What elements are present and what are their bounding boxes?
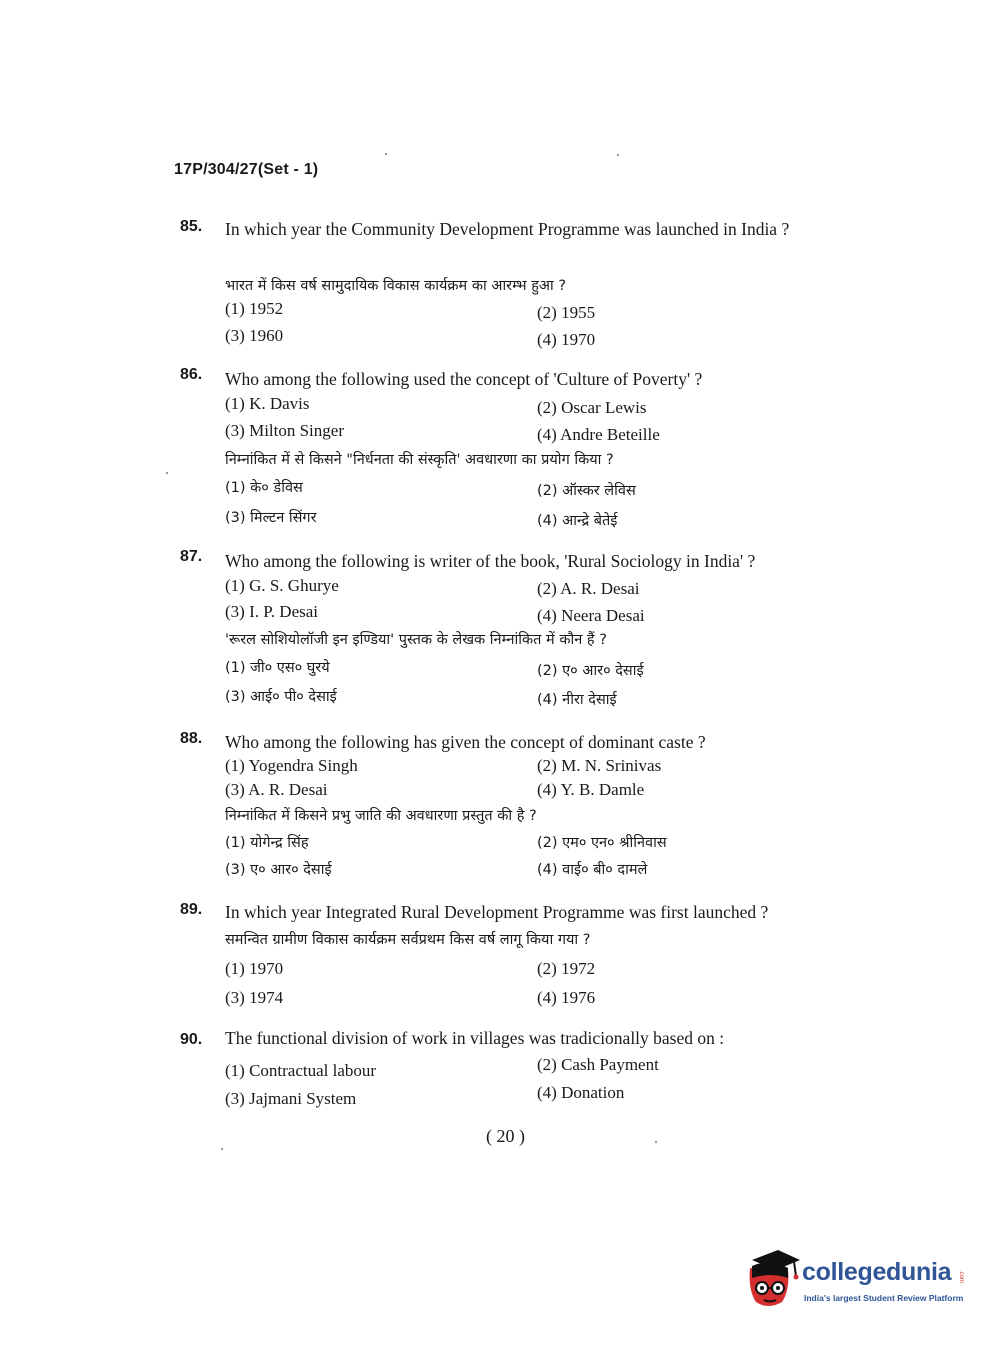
question-text-en: In which year Integrated Rural Development Programme was first launched ?	[225, 902, 769, 922]
scan-speck	[166, 472, 168, 474]
option-3: (3) Milton Singer	[225, 421, 344, 440]
option-1-hi: (1) के० डेविस	[225, 480, 303, 496]
option-4: (4) Neera Desai	[537, 606, 645, 625]
logo-suffix: .com	[958, 1270, 964, 1284]
option-2-hi: (2) ऑस्कर लेविस	[537, 483, 636, 499]
mascot-icon	[742, 1250, 800, 1312]
question-text-en: In which year the Community Development Programme was launched in India ?	[225, 219, 790, 239]
question-text-en: Who among the following has given the concept of dominant caste ?	[225, 732, 706, 752]
question-number: 85.	[180, 218, 203, 235]
option-4: (4) 1976	[537, 988, 596, 1007]
question-text-hi: निम्नांकित में से किसने "निर्धनता की संस्कृति' अवधारणा का प्रयोग किया ?	[225, 452, 614, 468]
option-2: (2) 1972	[537, 959, 596, 978]
logo-wordmark: collegedunia	[802, 1258, 952, 1286]
option-3-hi: (3) मिल्टन सिंगर	[225, 510, 317, 526]
option-4: (4) Andre Beteille	[537, 425, 660, 444]
option-2: (2) Cash Payment	[537, 1055, 659, 1074]
option-4-hi: (4) नीरा देसाई	[537, 692, 617, 708]
question-number: 88.	[180, 730, 203, 747]
question-text-hi: भारत में किस वर्ष सामुदायिक विकास कार्यक्रम का आरम्भ हुआ ?	[225, 278, 567, 294]
option-1: (1) G. S. Ghurye	[225, 576, 339, 595]
option-1: (1) Contractual labour	[225, 1061, 377, 1080]
question-text-hi: निम्नांकित में किसने प्रभु जाति की अवधारणा प्रस्तुत की है ?	[225, 808, 537, 824]
scan-speck	[655, 1141, 657, 1143]
option-3: (3) I. P. Desai	[225, 602, 319, 621]
option-3: (3) Jajmani System	[225, 1089, 357, 1108]
option-3-hi: (3) आई० पी० देसाई	[225, 689, 337, 705]
option-3: (3) 1960	[225, 326, 284, 345]
question-number: 90.	[180, 1031, 203, 1048]
question-text-en: The functional division of work in villages was tradicionally based on :	[225, 1028, 725, 1048]
scan-speck	[221, 1148, 223, 1150]
option-3: (3) 1974	[225, 988, 284, 1007]
option-4: (4) 1970	[537, 330, 596, 349]
scan-speck	[617, 154, 619, 156]
option-1: (1) 1952	[225, 299, 284, 318]
option-2-hi: (2) ए० आर० देसाई	[537, 663, 644, 679]
option-4-hi: (4) आन्द्रे बेतेई	[537, 513, 618, 529]
question-text-hi: समन्वित ग्रामीण विकास कार्यक्रम सर्वप्रथम किस वर्ष लागू किया गया ?	[225, 932, 591, 948]
option-1: (1) Yogendra Singh	[225, 756, 358, 775]
question-number: 89.	[180, 901, 203, 918]
option-3: (3) A. R. Desai	[225, 780, 328, 799]
collegedunia-logo	[742, 1250, 967, 1316]
paper-code: 17P/304/27(Set - 1)	[174, 161, 319, 178]
option-1: (1) K. Davis	[225, 394, 310, 413]
logo-tagline: India's largest Student Review Platform	[804, 1293, 964, 1303]
option-4: (4) Y. B. Damle	[537, 780, 645, 799]
question-text-en: Who among the following is writer of the book, 'Rural Sociology in India' ?	[225, 551, 756, 571]
question-number: 86.	[180, 366, 203, 383]
option-3-hi: (3) ए० आर० देसाई	[225, 862, 332, 878]
question-text-en: Who among the following used the concept of 'Culture of Poverty' ?	[225, 369, 703, 389]
option-2: (2) A. R. Desai	[537, 579, 640, 598]
option-1-hi: (1) जी० एस० घुरये	[225, 660, 330, 676]
option-2-hi: (2) एम० एन० श्रीनिवास	[537, 835, 667, 851]
scan-speck	[385, 153, 387, 155]
option-4-hi: (4) वाई० बी० दामले	[537, 862, 648, 878]
option-4: (4) Donation	[537, 1083, 625, 1102]
page-number: ( 20 )	[486, 1126, 525, 1146]
option-1-hi: (1) योगेन्द्र सिंह	[225, 835, 309, 851]
option-2: (2) Oscar Lewis	[537, 398, 647, 417]
option-2: (2) 1955	[537, 303, 596, 322]
option-2: (2) M. N. Srinivas	[537, 756, 662, 775]
option-1: (1) 1970	[225, 959, 284, 978]
question-number: 87.	[180, 548, 203, 565]
question-text-hi: 'रूरल सोशियोलॉजी इन इण्डिया' पुस्तक के लेखक निम्नांकित में कौन हैं ?	[225, 632, 607, 648]
